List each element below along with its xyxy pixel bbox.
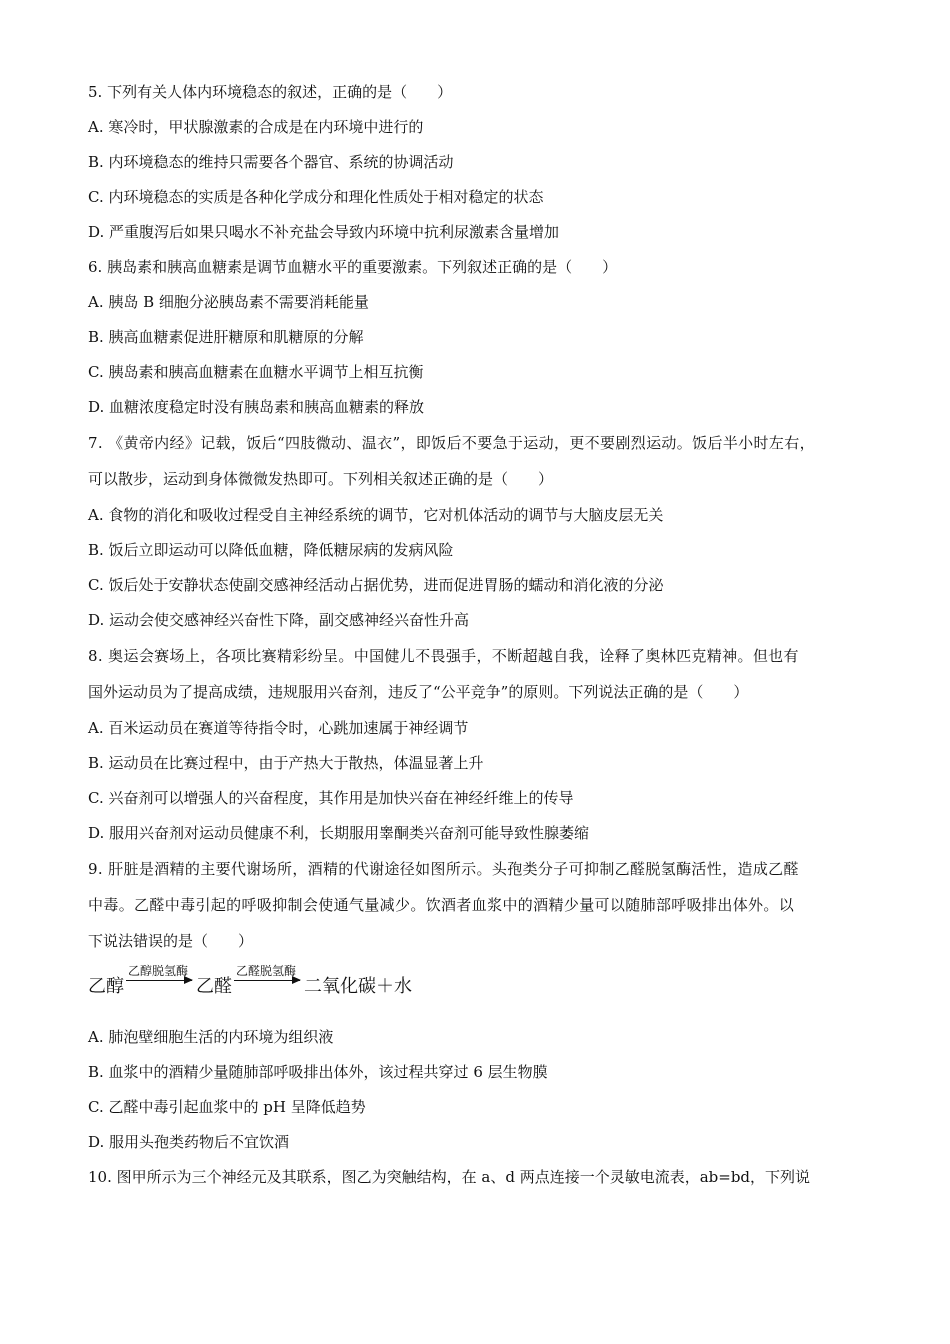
q9-option-c: C. 乙醛中毒引起血浆中的 pH 呈降低趋势 [88,1098,366,1116]
pathway-enzyme-1: 乙醇脱氢酶 [128,964,189,978]
q8-option-a: A. 百米运动员在赛道等待指令时，心跳加速属于神经调节 [88,719,469,737]
pathway-arrow-1-icon [126,980,192,981]
q6-stem: 6. 胰岛素和胰高血糖素是调节血糖水平的重要激素。下列叙述正确的是（ ） [88,258,618,276]
alcohol-metabolism-pathway [88,964,428,998]
q9-stem-line3: 下说法错误的是（ ） [88,932,254,950]
q7-option-d: D. 运动会使交感神经兴奋性下降，副交感神经兴奋性升高 [88,611,470,629]
q9-option-d: D. 服用头孢类药物后不宜饮酒 [88,1133,290,1151]
q9-stem-line1: 9. 肝脏是酒精的主要代谢场所，酒精的代谢途径如图所示。头孢类分子可抑制乙醛脱氢酶活性，造成乙醛 [88,860,799,878]
q9-option-b: B. 血浆中的酒精少量随肺部呼吸排出体外，该过程共穿过 6 层生物膜 [88,1063,548,1081]
pathway-arrow-2-icon [234,980,300,981]
q7-stem-line2: 可以散步，运动到身体微微发热即可。下列相关叙述正确的是（ ） [88,470,554,488]
q8-option-c: C. 兴奋剂可以增强人的兴奋程度，其作用是加快兴奋在神经纤维上的传导 [88,789,574,807]
q5-stem: 5. 下列有关人体内环境稳态的叙述，正确的是（ ） [88,83,453,101]
q7-stem-line1: 7. 《黄帝内经》记载，饭后“四肢微动、温衣”，即饭后不要急于运动，更不要剧烈运动。饭后半小时左右， [88,434,815,452]
pathway-enzyme-2: 乙醛脱氢酶 [236,964,297,978]
q5-option-c: C. 内环境稳态的实质是各种化学成分和理化性质处于相对稳定的状态 [88,188,544,206]
pathway-ethanol: 乙醇 [88,976,124,997]
q10-stem-line1: 10. 图甲所示为三个神经元及其联系，图乙为突触结构，在 a、d 两点连接一个灵敏电流表，ab=bd，下列说 [88,1168,811,1186]
q5-option-b: B. 内环境稳态的维持只需要各个器官、系统的协调活动 [88,153,454,171]
q6-option-c: C. 胰岛素和胰高血糖素在血糖水平调节上相互抗衡 [88,363,424,381]
q8-option-b: B. 运动员在比赛过程中，由于产热大于散热，体温显著上升 [88,754,484,772]
q5-option-d: D. 严重腹泻后如果只喝水不补充盐会导致内环境中抗利尿激素含量增加 [88,223,560,241]
q8-stem-line2: 国外运动员为了提高成绩，违规服用兴奋剂，违反了“公平竞争”的原则。下列说法正确的是（ ） [88,683,749,701]
pathway-co2-water: 二氧化碳＋水 [304,976,412,997]
q8-option-d: D. 服用兴奋剂对运动员健康不利，长期服用睾酮类兴奋剂可能导致性腺萎缩 [88,824,590,842]
q8-stem-line1: 8. 奥运会赛场上，各项比赛精彩纷呈。中国健儿不畏强手，不断超越自我，诠释了奥林匹克精神。但也有 [88,647,799,665]
q7-option-a: A. 食物的消化和吸收过程受自主神经系统的调节，它对机体活动的调节与大脑皮层无关 [88,506,664,524]
q7-option-c: C. 饭后处于安静状态使副交感神经活动占据优势，进而促进胃肠的蠕动和消化液的分泌 [88,576,664,594]
q6-option-b: B. 胰高血糖素促进肝糖原和肌糖原的分解 [88,328,364,346]
q6-option-d: D. 血糖浓度稳定时没有胰岛素和胰高血糖素的释放 [88,398,425,416]
q9-option-a: A. 肺泡壁细胞生活的内环境为组织液 [88,1028,334,1046]
q7-option-b: B. 饭后立即运动可以降低血糖，降低糖尿病的发病风险 [88,541,454,559]
pathway-acetaldehyde: 乙醛 [196,976,232,997]
q5-option-a: A. 寒冷时，甲状腺激素的合成是在内环境中进行的 [88,118,424,136]
q9-stem-line2: 中毒。乙醛中毒引起的呼吸抑制会使通气量减少。饮酒者血浆中的酒精少量可以随肺部呼吸排出体外。以 [88,896,795,914]
q6-option-a: A. 胰岛 B 细胞分泌胰岛素不需要消耗能量 [88,293,369,311]
